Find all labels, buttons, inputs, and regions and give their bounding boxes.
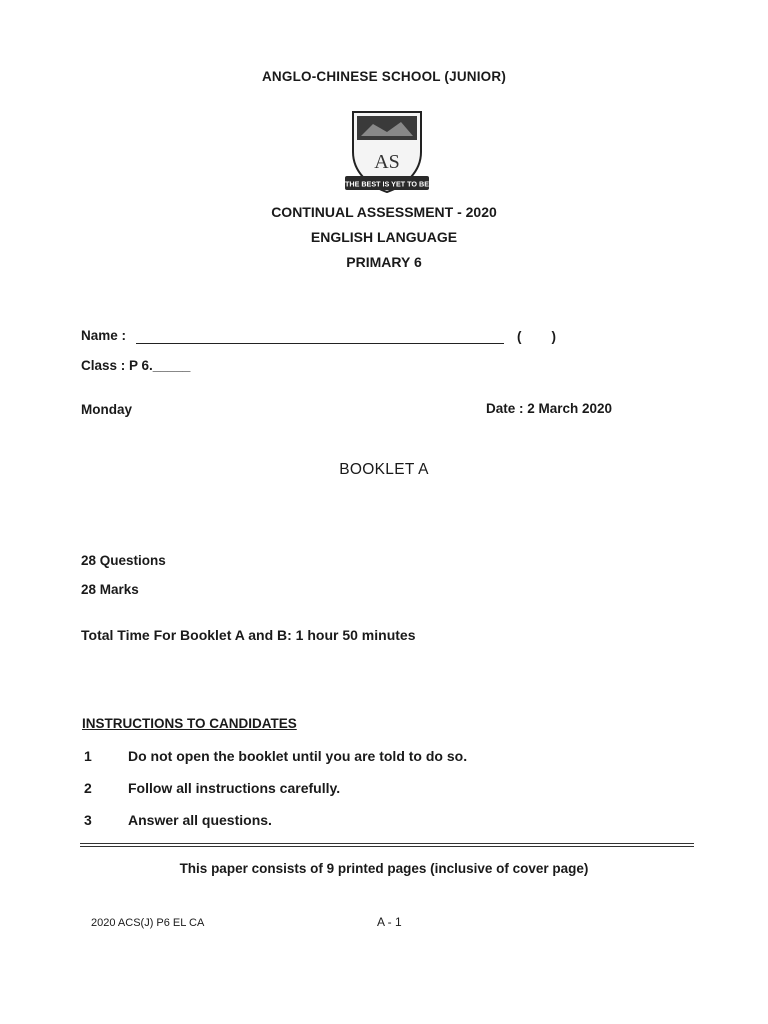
school-crest-logo: [343, 106, 431, 200]
school-name: ANGLO-CHINESE SCHOOL (JUNIOR): [261, 69, 507, 84]
name-label: Name :: [81, 328, 127, 343]
instruction-number: 2: [84, 780, 92, 796]
divider-line: [80, 843, 694, 844]
paper-code: 2020 ACS(J) P6 EL CA: [91, 917, 205, 929]
class-field[interactable]: Class : P 6._____: [81, 358, 191, 373]
day-label: Monday: [81, 402, 133, 417]
svg-text:THE BEST IS YET TO BE: THE BEST IS YET TO BE: [344, 179, 430, 189]
instructions-heading: INSTRUCTIONS TO CANDIDATES: [82, 716, 297, 731]
instruction-text: Answer all questions.: [128, 812, 272, 828]
register-number-brackets[interactable]: ( ): [517, 329, 556, 344]
booklet-title: BOOKLET A: [339, 461, 429, 478]
pages-note: This paper consists of 9 printed pages (inclusive of cover page): [179, 861, 589, 876]
instruction-text: Follow all instructions carefully.: [128, 780, 341, 796]
level-title: PRIMARY 6: [346, 254, 422, 270]
question-count: 28 Questions: [81, 553, 166, 568]
svg-text:AS: AS: [374, 151, 400, 173]
marks-count: 28 Marks: [81, 582, 139, 597]
date-label: Date : 2 March 2020: [486, 401, 613, 416]
name-blank-line[interactable]: [136, 343, 504, 344]
total-time: Total Time For Booklet A and B: 1 hour 50 minutes: [81, 627, 416, 643]
divider-line: [80, 846, 694, 847]
assessment-title: CONTINUAL ASSESSMENT - 2020: [271, 204, 497, 220]
instruction-number: 3: [84, 812, 92, 828]
subject-title: ENGLISH LANGUAGE: [310, 229, 458, 245]
instruction-text: Do not open the booklet until you are told to do so.: [128, 748, 468, 764]
page-number: A - 1: [377, 915, 402, 929]
instruction-number: 1: [84, 748, 92, 764]
